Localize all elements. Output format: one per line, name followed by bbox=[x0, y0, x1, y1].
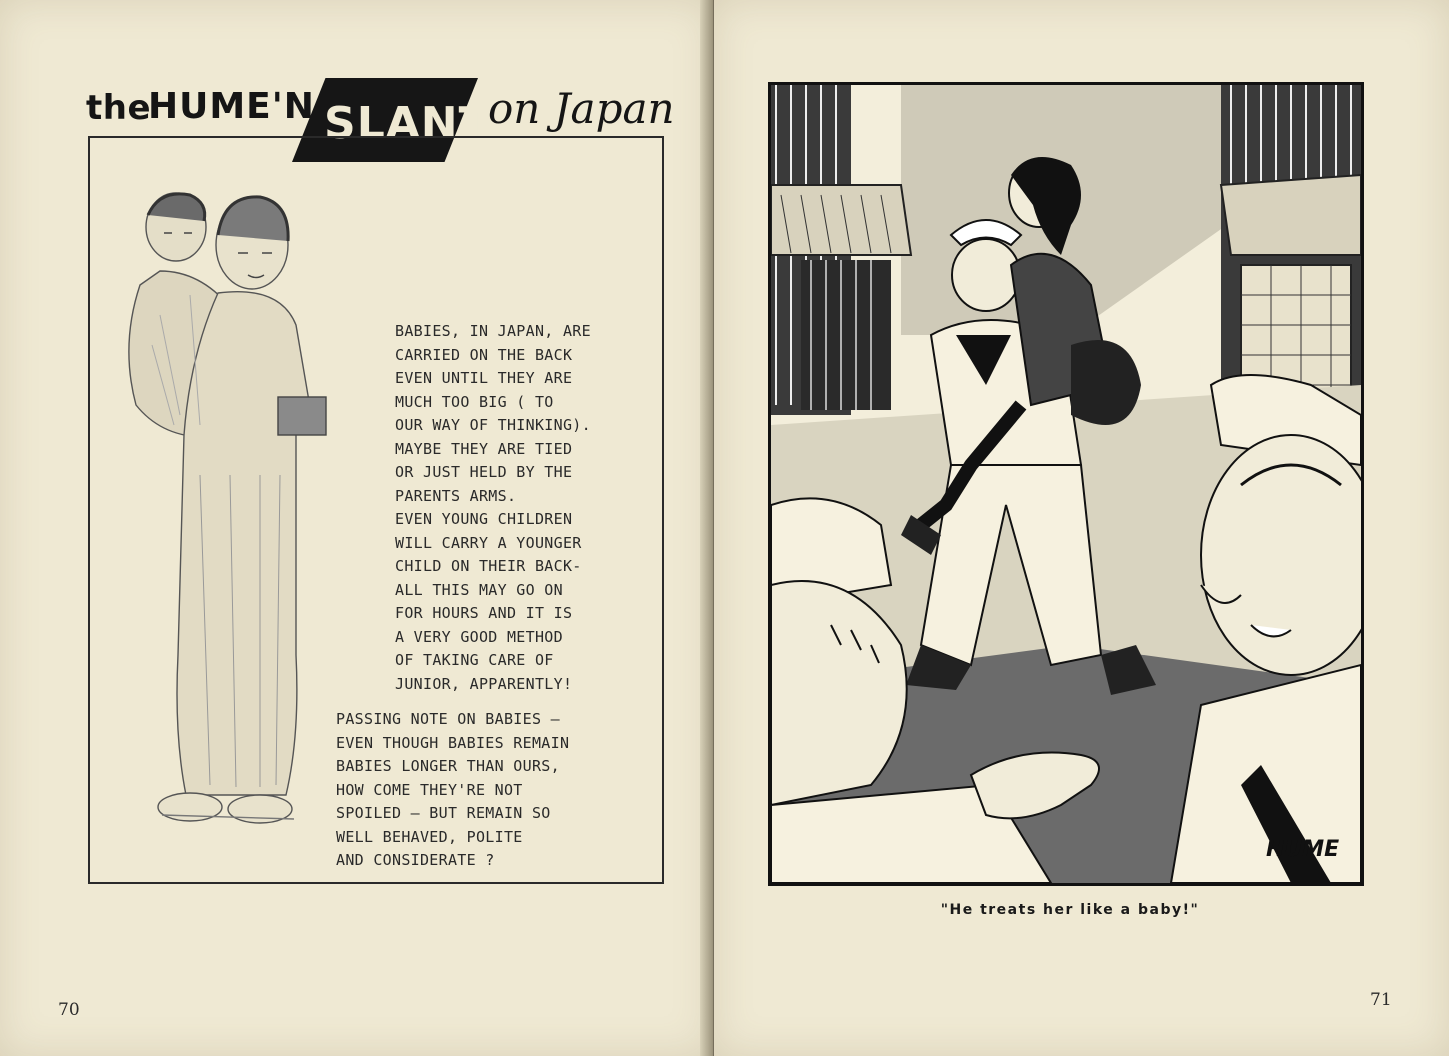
cartoon-caption: "He treats her like a baby!" bbox=[940, 902, 1200, 918]
title-on-japan: on Japan bbox=[488, 84, 675, 133]
text-line: EVEN YOUNG CHILDREN bbox=[395, 510, 573, 528]
mother-baby-sketch bbox=[100, 175, 340, 840]
text-line: MUCH TOO BIG ( TO bbox=[395, 392, 554, 411]
note-line: BABIES LONGER THAN OURS, bbox=[336, 757, 560, 775]
title-humen: HUME'N bbox=[148, 86, 315, 127]
text-line: MAYBE THEY ARE TIED bbox=[395, 439, 573, 458]
note-line: WELL BEHAVED, POLITE bbox=[336, 827, 523, 846]
title-slant: SLANT bbox=[324, 98, 490, 149]
text-line: OF TAKING CARE OF bbox=[395, 651, 554, 669]
note-line: SPOILED — BUT REMAIN SO bbox=[336, 804, 551, 822]
text-line: A VERY GOOD METHOD bbox=[395, 627, 563, 646]
page-number-left: 70 bbox=[58, 1000, 80, 1020]
title-the: the bbox=[86, 88, 152, 128]
text-line: JUNIOR, APPARENTLY! bbox=[395, 674, 573, 693]
note-line: PASSING NOTE ON BABIES — bbox=[336, 710, 560, 728]
note-line: HOW COME THEY'RE NOT bbox=[336, 780, 523, 799]
passing-note bbox=[336, 708, 636, 873]
text-line: OUR WAY OF THINKING). bbox=[395, 416, 591, 434]
text-line: PARENTS ARMS. bbox=[395, 486, 517, 505]
text-line: EVEN UNTIL THEY ARE bbox=[395, 369, 573, 387]
signature-text: HUME bbox=[1266, 837, 1340, 862]
cartoon-panel bbox=[768, 82, 1364, 886]
text-line: ALL THIS MAY GO ON bbox=[395, 580, 563, 599]
page-number-right: 71 bbox=[1370, 990, 1392, 1010]
cartoon-illustration bbox=[771, 85, 1361, 883]
note-line: AND CONSIDERATE ? bbox=[336, 851, 495, 869]
artist-signature bbox=[1262, 828, 1342, 868]
text-line: BABIES, IN JAPAN, ARE bbox=[395, 322, 591, 340]
text-line: OR JUST HELD BY THE bbox=[395, 463, 573, 481]
text-line: FOR HOURS AND IT IS bbox=[395, 604, 573, 622]
text-line: WILL CARRY A YOUNGER bbox=[395, 533, 582, 552]
text-main bbox=[395, 320, 650, 696]
note-line: EVEN THOUGH BABIES REMAIN bbox=[336, 733, 570, 752]
text-line: CARRIED ON THE BACK bbox=[395, 345, 573, 364]
text-line: CHILD ON THEIR BACK- bbox=[395, 557, 582, 575]
